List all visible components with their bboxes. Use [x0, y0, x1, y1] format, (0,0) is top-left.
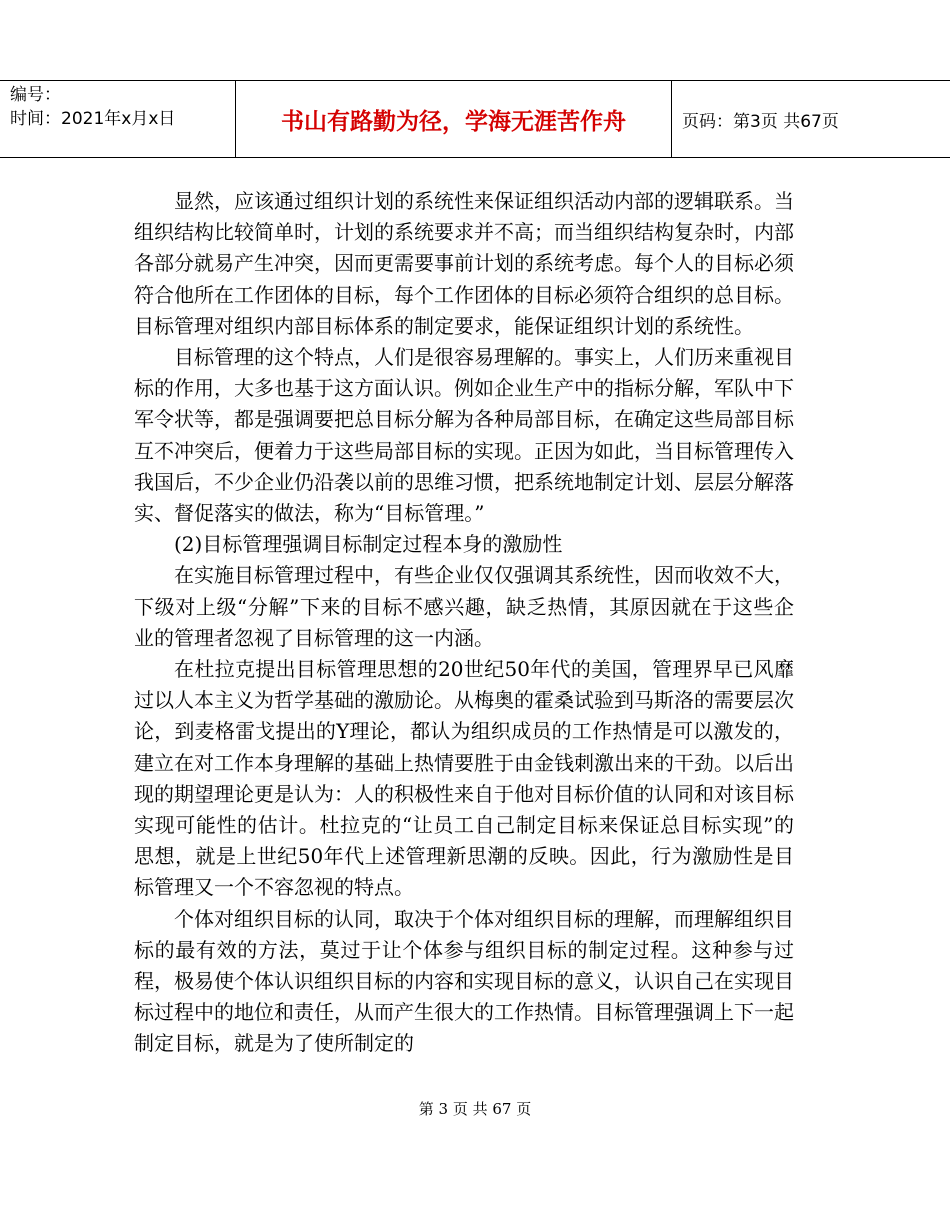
- time-label: 时间：2021年x月x日: [10, 109, 176, 129]
- paragraph: 在实施目标管理过程中，有些企业仅仅强调其系统性，因而收效不大，下级对上级“分解”下来的目标不感兴趣，缺乏热情，其原因就在于这些企业的管理者忽视了目标管理的这一内涵。: [134, 563, 794, 650]
- document-body: [134, 186, 794, 1060]
- paragraph: 个体对组织目标的认同，取决于个体对组织目标的理解，而理解组织目标的最有效的方法，莫过于让个体参与组织目标的制定过程。这种参与过程，极易使个体认识组织目标的内容和实现目标的意义，认识自己在实现目标过程中的地位和责任，从而产生很大的工作热情。目标管理强调上下一起制定目标，就是为了使所制定的: [134, 906, 794, 1056]
- paragraph: 在杜拉克提出目标管理思想的20世纪50年代的美国，管理界早已风靡过以人本主义为哲学基础的激励论。从梅奥的霍桑试验到马斯洛的需要层次论，到麦格雷戈提出的Y理论，都认为组织成员的工作热情是可以激发的，建立在对工作本身理解的基础上热情要胜于由金钱刺激出来的干劲。以后出现的期望理论更是认为：人的积极性来自于他对目标价值的认同和对该目标实现可能性的估计。杜拉克的“让员工自己制定目标来保证总目标实现”的思想，就是上世纪50年代上述管理新思潮的反映。因此，行为激励性是目标管理又一个不容忽视的特点。: [134, 657, 794, 900]
- header-motto: 书山有路勤为径，学海无涯苦作舟: [236, 81, 672, 157]
- paragraph: 目标管理的这个特点，人们是很容易理解的。事实上，人们历来重视目标的作用，大多也基于这方面认识。例如企业生产中的指标分解，军队中下军令状等，都是强调要把总目标分解为各种局部目标，在确定这些局部目标互不冲突后，便着力于这些局部目标的实现。正因为如此，当目标管理传入我国后，不少企业仍沿袭以前的思维习惯，把系统地制定计划、层层分解落实、督促落实的做法，称为“目标管理。”: [134, 345, 794, 526]
- section-heading: (2)目标管理强调目标制定过程本身的激励性: [174, 532, 563, 557]
- page-header: [0, 80, 950, 158]
- page-footer: 第 3 页 共 67 页: [418, 1100, 532, 1118]
- header-page-info: 页码：第3页 共67页: [682, 111, 839, 132]
- header-meta: [0, 81, 236, 157]
- paragraph: 显然，应该通过组织计划的系统性来保证组织活动内部的逻辑联系。当组织结构比较简单时，计划的系统要求并不高；而当组织结构复杂时，内部各部分就易产生冲突，因而更需要事前计划的系统考虑。每个人的目标必须符合他所在工作团体的目标，每个工作团体的目标必须符合组织的总目标。目标管理对组织内部目标体系的制定要求，能保证组织计划的系统性。: [134, 189, 794, 338]
- number-label: 编号：: [10, 85, 61, 105]
